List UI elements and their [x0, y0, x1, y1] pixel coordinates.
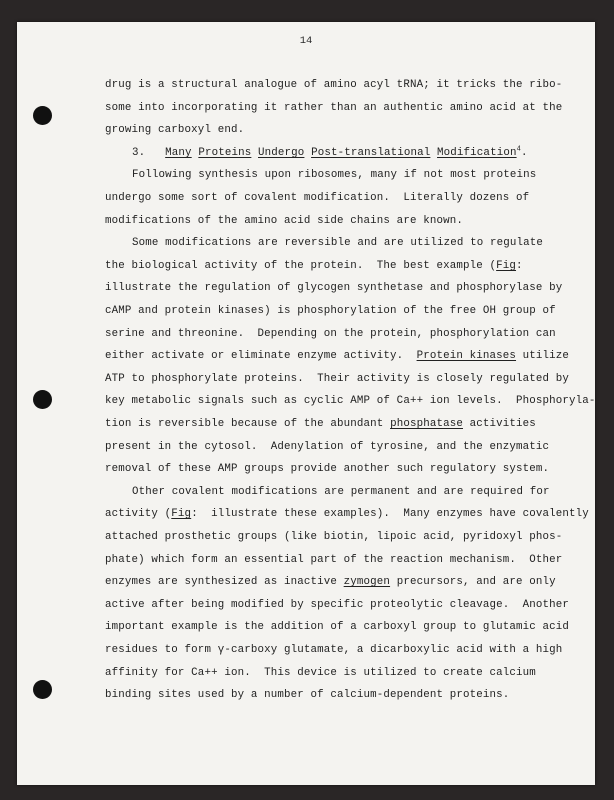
text-line [105, 531, 562, 543]
line-text: activities [462, 418, 536, 430]
line-text: the biological activity of the protein. The best example ( [105, 259, 497, 272]
text-line [105, 192, 529, 204]
section-number: 3. [132, 146, 166, 159]
underlined-term: Fig [496, 259, 517, 272]
section-title-word: Modification [437, 146, 517, 159]
text-line [132, 169, 536, 181]
line-text: ATP to phosphorylate proteins. Their activity is closely regulated by [105, 372, 570, 385]
text-line [132, 486, 550, 498]
underlined-term: zymogen [343, 576, 391, 589]
text-line [105, 350, 569, 362]
line-text: : [516, 259, 523, 272]
text-line [105, 282, 562, 294]
text-line [105, 418, 536, 430]
line-text: Other covalent modifications are permanent and are required for [132, 485, 550, 498]
document-page [17, 22, 595, 785]
text-line [105, 441, 549, 453]
text-line [105, 554, 562, 566]
line-text: either activate or eliminate enzyme activity. [105, 350, 417, 363]
text-line [105, 260, 523, 272]
line-text: present in the cytosol. Adenylation of tyrosine, and the enzymatic [105, 440, 550, 453]
line-text: some into incorporating it rather than an authentic amino acid at the [105, 101, 563, 114]
line-text: modifications of the amino acid side chains are known. [105, 214, 463, 227]
punch-hole [33, 106, 52, 125]
punch-hole [33, 390, 52, 409]
line-text: Following synthesis upon ribosomes, many if not most proteins [132, 169, 537, 182]
section-heading: 3. Many Proteins Undergo Post-translational Modification$^4$. [132, 145, 528, 159]
text-line [105, 463, 549, 475]
line-text: precursors, and are only [390, 576, 556, 589]
line-text: : illustrate these examples). Many enzymes have covalently [191, 508, 589, 521]
line-text: cAMP and protein kinases) is phosphorylation of the free OH group of [105, 305, 556, 317]
line-text: activity ( [105, 508, 172, 521]
line-text: active after being modified by specific proteolytic cleavage. Another [105, 598, 570, 611]
text-line [105, 215, 463, 227]
line-text: illustrate the regulation of glycogen synthetase and phosphorylase by [105, 282, 563, 295]
underlined-term: Fig [171, 508, 192, 521]
text-line [105, 599, 569, 611]
text-line [105, 644, 562, 656]
section-title-word: Proteins [198, 146, 252, 159]
line-text: important example is the addition of a carboxyl group to glutamic acid [105, 621, 570, 634]
line-text: affinity for Ca++ ion. This device is utilized to create calcium [105, 666, 536, 679]
section-title-word: Undergo [258, 146, 305, 159]
text-line [105, 667, 536, 679]
text-line [105, 508, 589, 520]
line-text: tion is reversible because of the abundant [105, 418, 391, 430]
line-text: enzymes are synthesized as inactive [105, 576, 344, 589]
text-line [105, 102, 562, 114]
line-text: growing carboxyl end. [105, 124, 245, 137]
line-text: utilize [516, 350, 570, 363]
line-text: binding sites used by a number of calcium-dependent proteins. [105, 689, 510, 702]
text-line [105, 689, 509, 701]
line-text: attached prosthetic groups (like biotin, lipoic acid, pyridoxyl phos- [105, 531, 563, 543]
text-line [105, 328, 556, 340]
text-line [105, 124, 244, 136]
text-line [105, 305, 556, 317]
line-text: residues to form γ-carboxy glutamate, a dicarboxylic acid with a high [105, 644, 563, 656]
page-number: 14 [299, 35, 313, 47]
text-line [132, 237, 543, 249]
text-line [105, 373, 569, 385]
underlined-term: phosphatase [390, 418, 463, 430]
footnote-marker: 4 [516, 145, 521, 154]
line-text: serine and threonine. Depending on the protein, phosphorylation can [105, 327, 556, 340]
text-line [105, 395, 596, 407]
line-text: phate) which form an essential part of the reaction mechanism. Other [105, 553, 563, 566]
section-title-word: Post-translational [311, 146, 431, 159]
text-line [105, 576, 556, 588]
line-text: undergo some sort of covalent modification. Literally dozens of [105, 192, 530, 204]
underlined-term: Protein kinases [416, 350, 517, 363]
text-line [105, 79, 562, 91]
line-text: Some modifications are reversible and are utilized to regulate [132, 237, 544, 250]
section-title-word: Many [165, 146, 192, 159]
line-text: key metabolic signals such as cyclic AMP of Ca++ ion levels. Phosphoryla- [105, 395, 596, 408]
text-line [105, 621, 569, 633]
punch-hole [33, 680, 52, 699]
line-text: removal of these AMP groups provide another such regulatory system. [105, 463, 550, 476]
line-text: drug is a structural analogue of amino acyl tRNA; it tricks the ribo- [105, 79, 563, 91]
